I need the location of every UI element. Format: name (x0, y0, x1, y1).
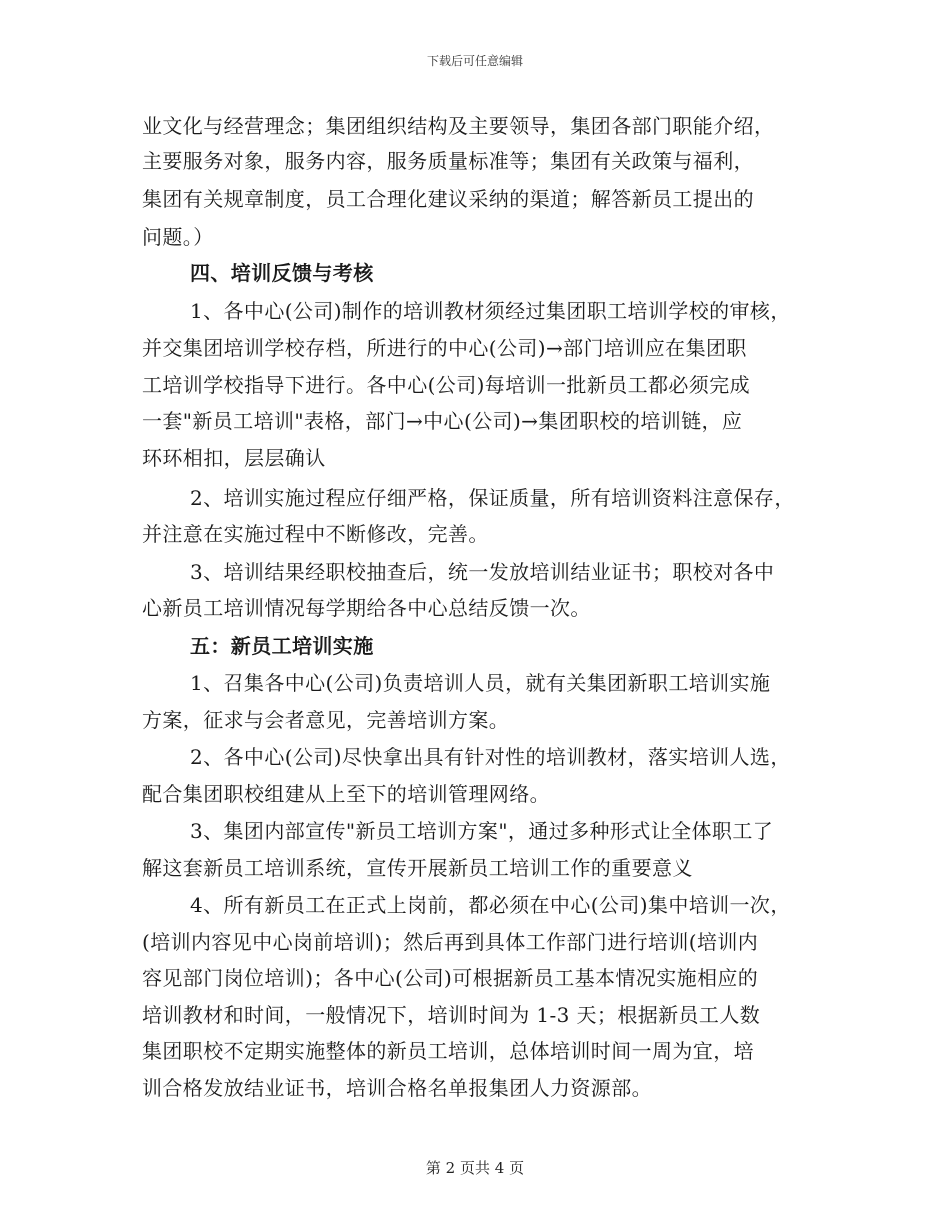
text-line: 业文化与经营理念；集团组织结构及主要领导，集团各部门职能介绍， (142, 114, 775, 138)
text-line: 并注意在实施过程中不断修改，完善。 (142, 522, 489, 546)
text-line: 并交集团培训学校存档，所进行的中心(公司)→部门培训应在集团职 (142, 336, 747, 360)
text-line: 训合格发放结业证书，培训合格名单报集团人力资源部。 (142, 1076, 652, 1100)
text-line: 解这套新员工培训系统，宣传开展新员工培训工作的重要意义 (142, 856, 693, 880)
text-line: (培训内容见中心岗前培训)；然后再到具体工作部门进行培训(培训内 (142, 930, 759, 954)
page-header: 下载后可任意编辑 (426, 54, 523, 68)
text-line: 问题。） (142, 225, 214, 249)
text-line: 方案，征求与会者意见，完善培训方案。 (142, 708, 510, 732)
text-line: 2、各中心(公司)尽快拿出具有针对性的培训教材，落实培训人选， (190, 745, 791, 769)
text-line: 一套"新员工培训"表格，部门→中心(公司)→集团职校的培训链，应 (142, 409, 743, 433)
text-line: 培训教材和时间，一般情况下，培训时间为 1-3 天；根据新员工人数 (142, 1003, 761, 1027)
text-line: 环环相扣，层层确认 (142, 446, 326, 470)
text-line: 工培训学校指导下进行。各中心(公司)每培训一批新员工都必须完成 (142, 373, 751, 397)
text-line: 心新员工培训情况每学期给各中心总结反馈一次。 (142, 596, 591, 620)
section-heading: 五：新员工培训实施 (190, 634, 374, 658)
text-line: 1、各中心(公司)制作的培训教材须经过集团职工培训学校的审核， (190, 299, 791, 323)
text-line: 3、集团内部宣传"新员工培训方案"，通过多种形式让全体职工了 (190, 819, 774, 843)
text-line: 集团职校不定期实施整体的新员工培训，总体培训时间一周为宜，培 (142, 1039, 754, 1063)
text-line: 2、培训实施过程应仔细严格，保证质量，所有培训资料注意保存， (190, 486, 795, 510)
text-line: 配合集团职校组建从上至下的培训管理网络。 (142, 782, 550, 806)
text-line: 1、召集各中心(公司)负责培训人员，就有关集团新职工培训实施 (190, 671, 771, 695)
section-heading: 四、培训反馈与考核 (190, 261, 374, 285)
page-footer: 第 2 页共 4 页 (425, 1159, 525, 1177)
text-line: 容见部门岗位培训)；各中心(公司)可根据新员工基本情况实施相应的 (142, 966, 759, 990)
text-line: 3、培训结果经职校抽查后，统一发放培训结业证书；职校对各中 (190, 560, 775, 584)
text-line: 4、所有新员工在正式上岗前，都必须在中心(公司)集中培训一次， (190, 893, 791, 917)
text-line: 集团有关规章制度，员工合理化建议采纳的渠道；解答新员工提出的 (142, 187, 754, 211)
text-line: 主要服务对象，服务内容，服务质量标准等；集团有关政策与福利， (142, 149, 754, 173)
